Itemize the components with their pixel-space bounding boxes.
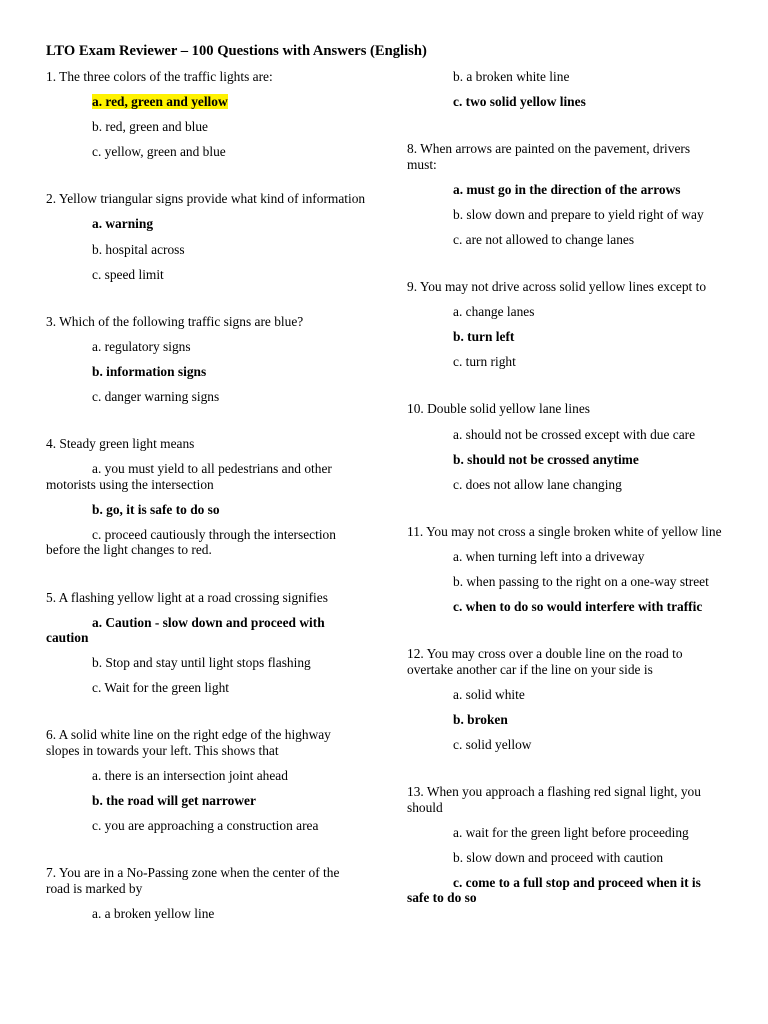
question-6 [46,727,366,833]
option-correct: a. warning [92,216,154,232]
question-text: 10. Double solid yellow lane lines [407,401,590,417]
question-text: 5. A flashing yellow light at a road crossing signifies [46,589,328,605]
question-9 [407,279,723,370]
question-5 [46,590,366,696]
question-11 [407,524,723,615]
option: c. proceed cautiously through the intersection before the light changes to red. [46,526,336,558]
left-column [46,69,366,931]
question-4 [46,436,366,558]
option: c. does not allow lane changing [453,476,622,492]
option: b. Stop and stay until light stops flashing [92,655,311,671]
option-correct: c. when to do so would interfere with traffic [453,599,703,615]
question-text: 1. The three colors of the traffic lights are: [46,69,273,84]
question-7 [46,865,366,921]
option: c. yellow, green and blue [92,144,226,160]
question-3 [46,314,366,405]
option: a. a broken yellow line [92,905,215,921]
option: b. slow down and prepare to yield right of way [453,206,704,222]
option: a. there is an intersection joint ahead [92,767,288,783]
option-correct: b. turn left [453,329,515,345]
option-correct: b. should not be crossed anytime [453,451,639,467]
highlighted-answer: a. red, green and yellow [92,94,228,110]
option: c. you are approaching a construction area [92,818,319,834]
document-title: LTO Exam Reviewer – 100 Questions with Answers (English) [46,43,427,59]
question-text: 2. Yellow triangular signs provide what kind of information [46,191,366,207]
option: b. red, green and blue [92,119,209,135]
option: a. when turning left into a driveway [453,548,645,564]
question-text: 8. When arrows are painted on the pavement, drivers must: [407,141,691,172]
question-text: 12. You may cross over a double line on the road to overtake another car if the line on your side is [407,646,683,677]
option: c. turn right [453,354,516,370]
question-text: 4. Steady green light means [46,436,195,452]
option-correct: c. two solid yellow lines [453,94,586,110]
option: c. solid yellow [453,736,532,752]
option-correct: a. must go in the direction of the arrows [453,181,681,197]
question-text: 6. A solid white line on the right edge of the highway slopes in towards your left. This shows that [46,727,331,758]
option-correct: b. go, it is safe to do so [92,501,220,517]
question-8 [407,141,723,247]
question-10 [407,401,723,492]
option: b. a broken white line [453,69,570,84]
option: a. wait for the green light before proceeding [453,824,689,840]
question-text: 13. When you approach a flashing red signal light, you should [407,784,701,815]
right-column [407,69,723,915]
option-correct: c. come to a full stop and proceed when it is safe to do so [407,874,701,906]
question-text: 7. You are in a No-Passing zone when the center of the road is marked by [46,865,340,896]
option: c. are not allowed to change lanes [453,231,635,247]
question-12 [407,646,723,752]
question-2 [46,191,366,282]
option: a. regulatory signs [92,338,191,354]
option: b. hospital across [92,241,185,257]
option-correct: b. information signs [92,363,207,379]
option: a. should not be crossed except with due care [453,426,696,442]
option-correct: a. Caution - slow down and proceed with caution [46,614,325,646]
option: a. you must yield to all pedestrians and other motorists using the intersection [46,461,332,492]
option: b. slow down and proceed with caution [453,849,664,865]
question-13 [407,784,723,906]
option: b. when passing to the right on a one-way street [453,574,709,589]
question-text: 3. Which of the following traffic signs are blue? [46,313,304,329]
option-correct [46,94,366,110]
option: a. solid white [453,686,525,702]
option: a. change lanes [453,304,535,320]
option: c. Wait for the green light [92,680,229,696]
question-7-continued [407,69,723,110]
option-correct: b. the road will get narrower [92,793,256,809]
question-text: 9. You may not drive across solid yellow lines except to [407,279,707,295]
question-1 [46,69,366,160]
option-correct: b. broken [453,711,508,727]
option: c. speed limit [92,266,164,282]
question-text: 11. You may not cross a single broken white of yellow line [407,523,722,539]
option: c. danger warning signs [92,389,220,405]
